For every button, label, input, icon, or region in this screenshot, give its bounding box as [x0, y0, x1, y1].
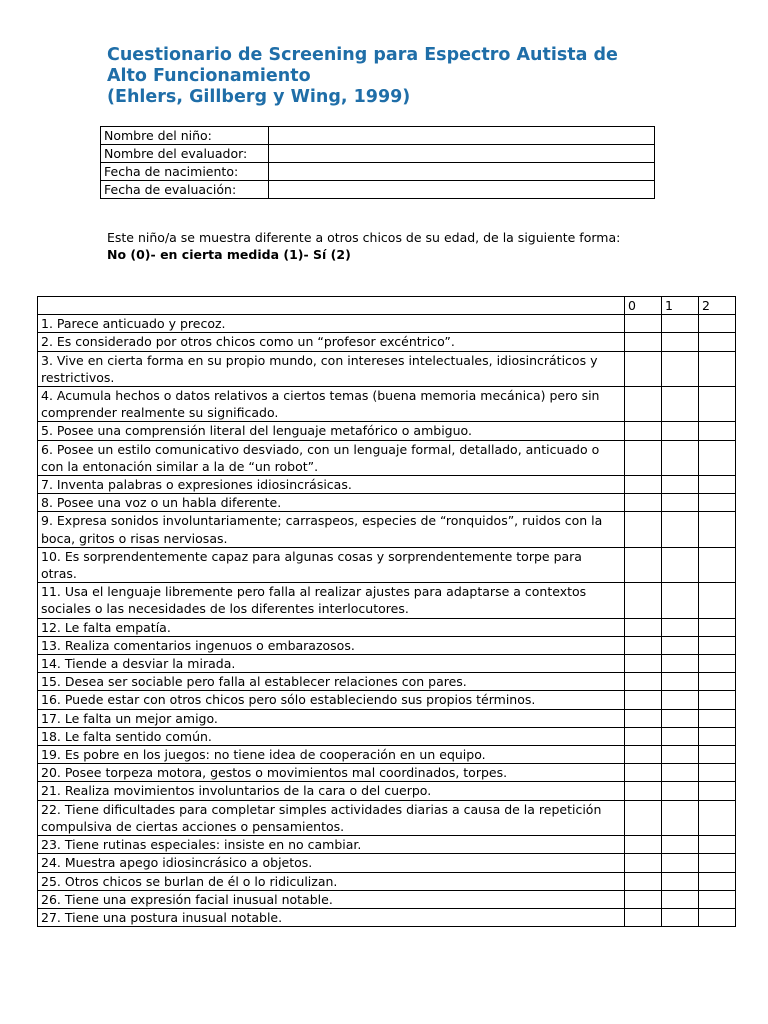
table-row: [38, 908, 736, 926]
table-header-row: [38, 297, 736, 315]
table-row: [38, 422, 736, 440]
rating-cell-0[interactable]: [625, 583, 662, 618]
rating-cell-2[interactable]: [699, 636, 736, 654]
rating-cell-1[interactable]: [662, 422, 699, 440]
rating-cell-2[interactable]: [699, 351, 736, 386]
rating-cell-1[interactable]: [662, 908, 699, 926]
column-header-2: 2: [699, 297, 736, 315]
item-text: 24. Muestra apego idiosincrásico a objetos.: [38, 854, 625, 872]
info-row-evaluator-name: [101, 145, 655, 163]
rating-cell-2[interactable]: [699, 512, 736, 547]
rating-cell-0[interactable]: [625, 512, 662, 547]
rating-cell-1[interactable]: [662, 800, 699, 835]
table-row: [38, 836, 736, 854]
item-text: 17. Le falta un mejor amigo.: [38, 709, 625, 727]
table-row: [38, 727, 736, 745]
item-text: 4. Acumula hechos o datos relativos a ciertos temas (buena memoria mecánica) pero sin comprender realmente su significado.: [38, 387, 625, 422]
info-row-child-name: [101, 127, 655, 145]
rating-cell-0[interactable]: [625, 494, 662, 512]
table-row: [38, 709, 736, 727]
rating-cell-0[interactable]: [625, 547, 662, 582]
column-header-0: 0: [625, 297, 662, 315]
header-blank-cell: [38, 297, 625, 315]
rating-cell-2[interactable]: [699, 315, 736, 333]
rating-cell-2[interactable]: [699, 854, 736, 872]
table-row: [38, 890, 736, 908]
rating-cell-0[interactable]: [625, 387, 662, 422]
table-row: [38, 476, 736, 494]
item-text: 12. Le falta empatía.: [38, 618, 625, 636]
child-name-field[interactable]: [269, 127, 655, 145]
rating-cell-1[interactable]: [662, 315, 699, 333]
table-row: [38, 800, 736, 835]
table-row: [38, 636, 736, 654]
rating-cell-2[interactable]: [699, 782, 736, 800]
table-row: [38, 691, 736, 709]
info-row-birth-date: [101, 163, 655, 181]
instructions-text: Este niño/a se muestra diferente a otros chicos de su edad, de la siguiente forma:: [107, 230, 621, 245]
item-text: 16. Puede estar con otros chicos pero sólo estableciendo sus propios términos.: [38, 691, 625, 709]
rating-cell-2[interactable]: [699, 764, 736, 782]
rating-cell-0[interactable]: [625, 351, 662, 386]
table-row: [38, 547, 736, 582]
item-text: 15. Desea ser sociable pero falla al establecer relaciones con pares.: [38, 673, 625, 691]
birth-date-field[interactable]: [269, 163, 655, 181]
rating-cell-1[interactable]: [662, 782, 699, 800]
table-row: [38, 333, 736, 351]
rating-cell-1[interactable]: [662, 618, 699, 636]
item-text: 1. Parece anticuado y precoz.: [38, 315, 625, 333]
item-text: 5. Posee una comprensión literal del lenguaje metafórico o ambiguo.: [38, 422, 625, 440]
table-row: [38, 351, 736, 386]
table-row: [38, 872, 736, 890]
rating-cell-1[interactable]: [662, 764, 699, 782]
rating-cell-2[interactable]: [699, 746, 736, 764]
rating-cell-0[interactable]: [625, 746, 662, 764]
rating-cell-0[interactable]: [625, 618, 662, 636]
rating-cell-2[interactable]: [699, 673, 736, 691]
item-text: 6. Posee un estilo comunicativo desviado, con un lenguaje formal, detallado, anticuado o con la entonación similar a la de “un robot”.: [38, 440, 625, 475]
rating-cell-2[interactable]: [699, 908, 736, 926]
rating-cell-1[interactable]: [662, 836, 699, 854]
rating-cell-1[interactable]: [662, 583, 699, 618]
rating-cell-1[interactable]: [662, 351, 699, 386]
item-text: 18. Le falta sentido común.: [38, 727, 625, 745]
rating-cell-0[interactable]: [625, 655, 662, 673]
rating-cell-0[interactable]: [625, 800, 662, 835]
rating-cell-2[interactable]: [699, 727, 736, 745]
item-text: 27. Tiene una postura inusual notable.: [38, 908, 625, 926]
item-text: 13. Realiza comentarios ingenuos o embarazosos.: [38, 636, 625, 654]
item-text: 3. Vive en cierta forma en su propio mundo, con intereses intelectuales, idiosincráticos y restrictivos.: [38, 351, 625, 386]
rating-cell-2[interactable]: [699, 800, 736, 835]
info-table: [100, 126, 655, 199]
item-text: 19. Es pobre en los juegos: no tiene idea de cooperación en un equipo.: [38, 746, 625, 764]
evaluation-date-field[interactable]: [269, 181, 655, 199]
item-text: 14. Tiende a desviar la mirada.: [38, 655, 625, 673]
item-text: 22. Tiene dificultades para completar simples actividades diarias a causa de la repetición compulsiva de ciertas acciones o pensamientos.: [38, 800, 625, 835]
rating-cell-0[interactable]: [625, 782, 662, 800]
rating-cell-2[interactable]: [699, 583, 736, 618]
rating-cell-1[interactable]: [662, 854, 699, 872]
title-line-2: Alto Funcionamiento: [107, 66, 311, 86]
rating-cell-0[interactable]: [625, 727, 662, 745]
rating-cell-0[interactable]: [625, 872, 662, 890]
table-row: [38, 583, 736, 618]
rating-cell-0[interactable]: [625, 476, 662, 494]
rating-cell-0[interactable]: [625, 440, 662, 475]
rating-cell-2[interactable]: [699, 476, 736, 494]
item-text: 8. Posee una voz o un habla diferente.: [38, 494, 625, 512]
rating-cell-0[interactable]: [625, 854, 662, 872]
evaluator-name-field[interactable]: [269, 145, 655, 163]
rating-cell-0[interactable]: [625, 908, 662, 926]
rating-cell-2[interactable]: [699, 709, 736, 727]
rating-cell-1[interactable]: [662, 494, 699, 512]
rating-cell-2[interactable]: [699, 547, 736, 582]
item-text: 9. Expresa sonidos involuntariamente; carraspeos, especies de “ronquidos”, ruidos con la boca, gritos o risas nerviosas.: [38, 512, 625, 547]
rating-cell-1[interactable]: [662, 636, 699, 654]
rating-cell-1[interactable]: [662, 872, 699, 890]
info-row-evaluation-date: [101, 181, 655, 199]
rating-cell-2[interactable]: [699, 333, 736, 351]
rating-cell-0[interactable]: [625, 673, 662, 691]
rating-cell-1[interactable]: [662, 476, 699, 494]
rating-cell-1[interactable]: [662, 746, 699, 764]
info-label: Nombre del evaluador:: [101, 145, 269, 163]
rating-cell-0[interactable]: [625, 764, 662, 782]
rating-cell-1[interactable]: [662, 673, 699, 691]
rating-cell-2[interactable]: [699, 691, 736, 709]
info-label: Fecha de nacimiento:: [101, 163, 269, 181]
table-row: [38, 387, 736, 422]
rating-cell-1[interactable]: [662, 387, 699, 422]
rating-cell-2[interactable]: [699, 494, 736, 512]
questionnaire-table: [37, 296, 736, 927]
table-row: [38, 854, 736, 872]
item-text: 23. Tiene rutinas especiales: insiste en no cambiar.: [38, 836, 625, 854]
rating-cell-2[interactable]: [699, 618, 736, 636]
info-label: Fecha de evaluación:: [101, 181, 269, 199]
rating-cell-1[interactable]: [662, 333, 699, 351]
rating-cell-0[interactable]: [625, 709, 662, 727]
rating-cell-2[interactable]: [699, 387, 736, 422]
column-header-1: 1: [662, 297, 699, 315]
table-row: [38, 315, 736, 333]
table-row: [38, 655, 736, 673]
item-text: 11. Usa el lenguaje libremente pero falla al realizar ajustes para adaptarse a contextos sociales o las necesidades de los diferentes interlocutores.: [38, 583, 625, 618]
item-text: 10. Es sorprendentemente capaz para algunas cosas y sorprendentemente torpe para otras.: [38, 547, 625, 582]
rating-cell-2[interactable]: [699, 836, 736, 854]
item-text: 21. Realiza movimientos involuntarios de la cara o del cuerpo.: [38, 782, 625, 800]
rating-cell-0[interactable]: [625, 890, 662, 908]
rating-cell-1[interactable]: [662, 890, 699, 908]
title-line-3: (Ehlers, Gillberg y Wing, 1999): [107, 87, 411, 107]
item-text: 26. Tiene una expresión facial inusual notable.: [38, 890, 625, 908]
table-row: [38, 673, 736, 691]
rating-cell-1[interactable]: [662, 691, 699, 709]
table-row: [38, 746, 736, 764]
table-row: [38, 764, 736, 782]
document-title: [107, 45, 707, 108]
title-line-1: Cuestionario de Screening para Espectro Autista de: [107, 45, 618, 65]
table-row: [38, 440, 736, 475]
rating-cell-2[interactable]: [699, 422, 736, 440]
item-text: 7. Inventa palabras o expresiones idiosincrásicas.: [38, 476, 625, 494]
item-text: 20. Posee torpeza motora, gestos o movimientos mal coordinados, torpes.: [38, 764, 625, 782]
rating-cell-2[interactable]: [699, 890, 736, 908]
rating-cell-1[interactable]: [662, 655, 699, 673]
rating-cell-0[interactable]: [625, 836, 662, 854]
rating-cell-1[interactable]: [662, 709, 699, 727]
rating-cell-0[interactable]: [625, 691, 662, 709]
rating-cell-0[interactable]: [625, 333, 662, 351]
item-text: 2. Es considerado por otros chicos como un “profesor excéntrico”.: [38, 333, 625, 351]
rating-cell-2[interactable]: [699, 872, 736, 890]
rating-cell-2[interactable]: [699, 440, 736, 475]
instructions: [107, 229, 647, 263]
table-row: [38, 618, 736, 636]
info-label: Nombre del niño:: [101, 127, 269, 145]
rating-cell-0[interactable]: [625, 422, 662, 440]
rating-cell-0[interactable]: [625, 315, 662, 333]
rating-cell-1[interactable]: [662, 547, 699, 582]
rating-cell-1[interactable]: [662, 512, 699, 547]
rating-scale: No (0)- en cierta medida (1)- Sí (2): [107, 247, 351, 262]
table-row: [38, 782, 736, 800]
item-text: 25. Otros chicos se burlan de él o lo ridiculizan.: [38, 872, 625, 890]
rating-cell-1[interactable]: [662, 727, 699, 745]
rating-cell-0[interactable]: [625, 636, 662, 654]
rating-cell-1[interactable]: [662, 440, 699, 475]
table-row: [38, 512, 736, 547]
table-row: [38, 494, 736, 512]
rating-cell-2[interactable]: [699, 655, 736, 673]
